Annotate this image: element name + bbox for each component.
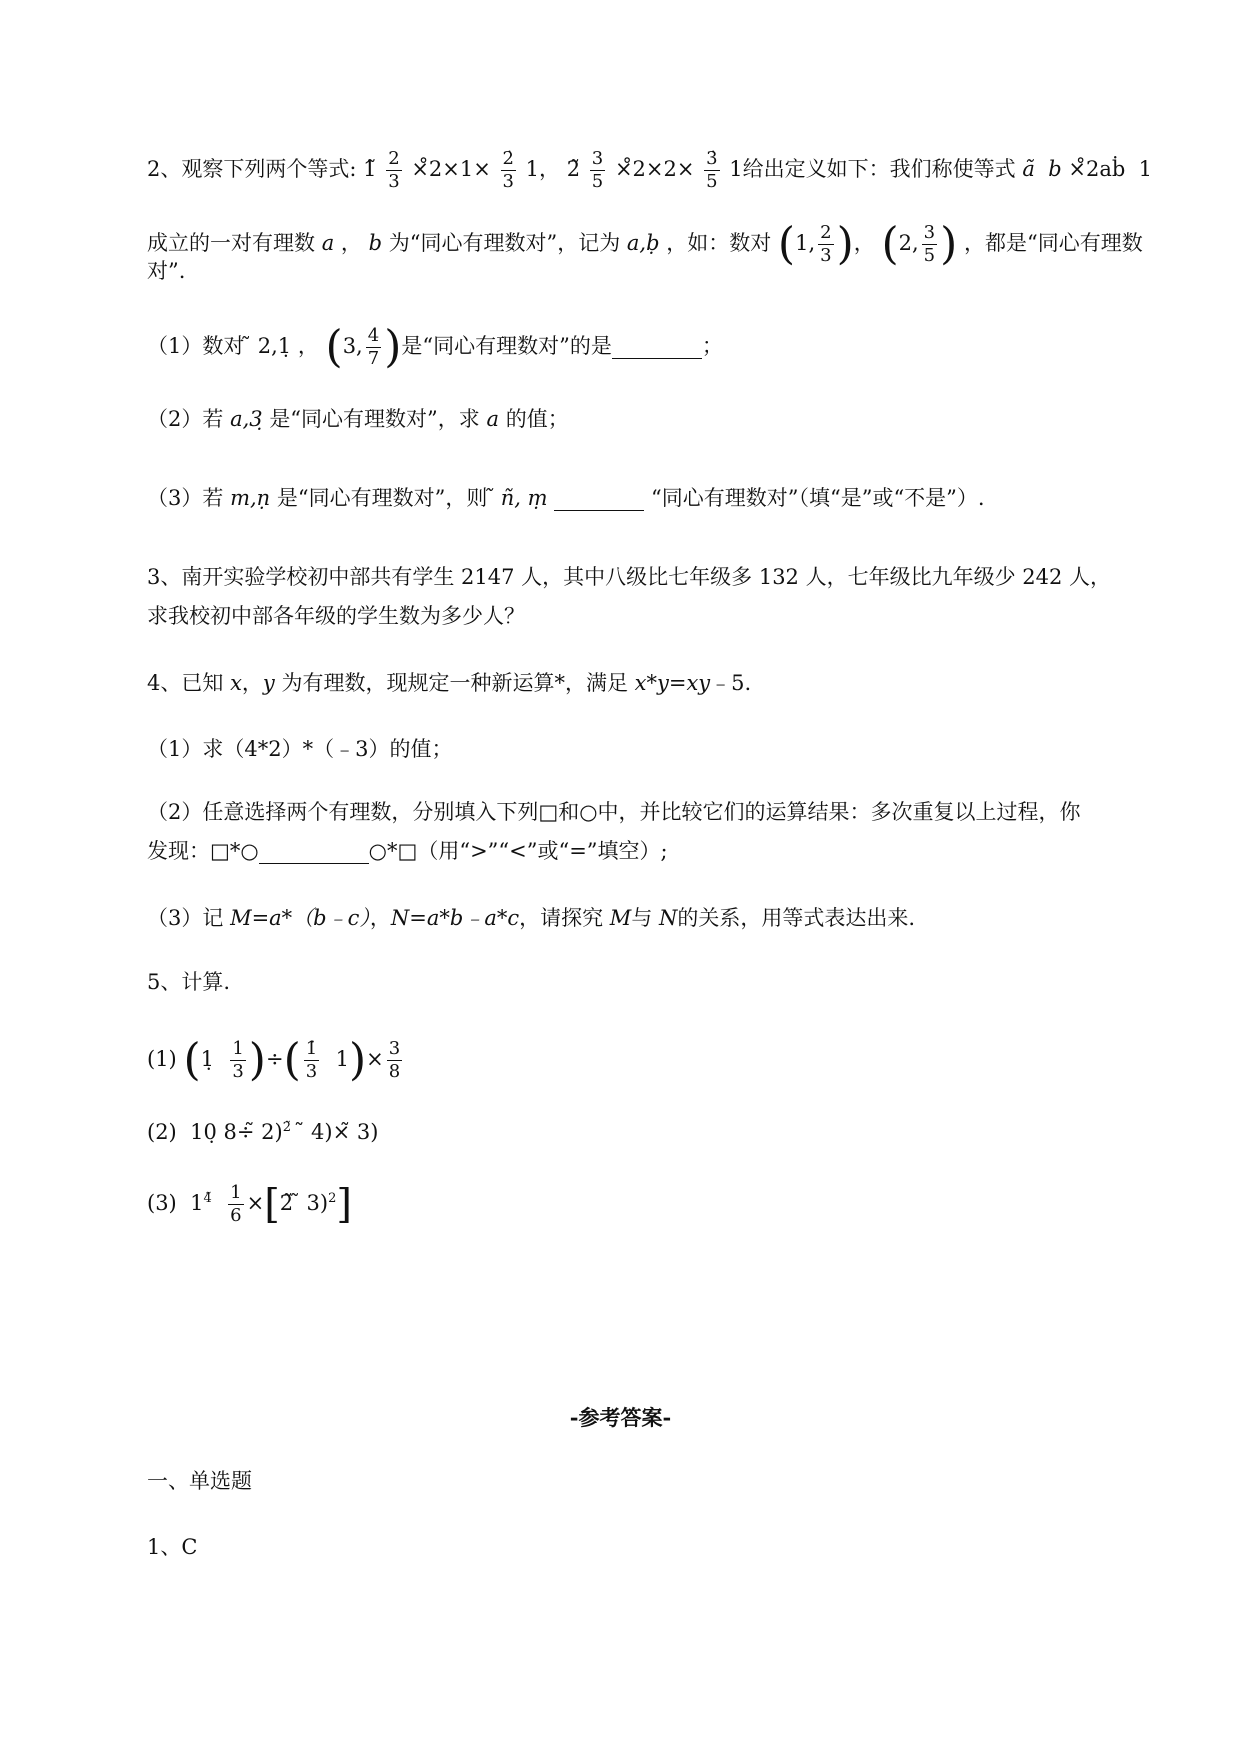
q4-p3-text: ， bbox=[369, 906, 391, 930]
q2-eq1-head: 1̃ bbox=[363, 157, 377, 181]
fraction bbox=[704, 148, 719, 193]
denominator: 5 bbox=[706, 171, 718, 192]
right-paren: ) bbox=[836, 218, 854, 270]
q2-text: ，都是“同心有理数 bbox=[963, 231, 1143, 255]
q5-title: 5、计算. bbox=[147, 970, 231, 994]
q2-part-3 bbox=[147, 483, 985, 513]
numerator: 2 bbox=[820, 222, 832, 243]
q2-text: 成立的一对有理数 bbox=[147, 231, 315, 255]
q2-def-a: ã bbox=[1022, 157, 1035, 181]
right-paren: ) bbox=[248, 1034, 266, 1086]
q2-p1-text: （1）数对 bbox=[147, 334, 245, 358]
pair-ab: a,ḅ bbox=[626, 231, 660, 255]
q2-text: ， bbox=[340, 231, 362, 255]
q2-text: 为“同心有理数对”，记为 bbox=[388, 231, 621, 255]
q5-e3-square: 2 bbox=[328, 1191, 337, 1206]
q5-e3-times: × bbox=[246, 1191, 265, 1215]
q2-line-1 bbox=[147, 148, 1152, 193]
q5-e1-one: 1 bbox=[335, 1047, 349, 1071]
q4-part-1: （1）求（4*2）*（﹣3）的值； bbox=[147, 737, 453, 761]
q2-text: ， bbox=[853, 231, 875, 255]
q4-part-3 bbox=[147, 903, 915, 933]
q4-p3-text: 与 bbox=[631, 906, 653, 930]
denominator: 3 bbox=[305, 1061, 318, 1082]
numerator: 1 bbox=[230, 1182, 242, 1203]
q2-p1-text: 是“同心有理数对”的是 bbox=[401, 334, 612, 358]
q2-p2-var: a bbox=[486, 407, 500, 431]
right-paren: ) bbox=[348, 1034, 367, 1086]
numerator: 3 bbox=[923, 222, 936, 243]
q2-p1-pair2-first: 3, bbox=[342, 334, 363, 358]
q2-part-1 bbox=[147, 321, 723, 373]
denominator: 8 bbox=[388, 1061, 401, 1082]
q4-text: ， bbox=[241, 671, 263, 695]
q2-eq1-tail: 1， bbox=[525, 157, 561, 181]
q5-e3-one: 1 bbox=[190, 1191, 204, 1215]
fraction bbox=[590, 148, 605, 193]
q2-p2-text: 是“同心有理数对”，求 bbox=[269, 407, 480, 431]
right-paren: ) bbox=[384, 321, 402, 373]
q5-expr-1 bbox=[147, 1034, 405, 1086]
fraction bbox=[304, 1038, 319, 1083]
q2-p2-text: （2）若 bbox=[147, 407, 224, 431]
answers-title: -参考答案- bbox=[569, 1405, 672, 1430]
pair2-first: 2, bbox=[898, 231, 919, 255]
numerator: 4 bbox=[367, 325, 380, 346]
q5-e3-sup: 4̃ bbox=[203, 1191, 212, 1206]
answers-section: 一、单选题 bbox=[147, 1469, 252, 1493]
numerator: 1 bbox=[232, 1038, 244, 1059]
var-x: x bbox=[230, 671, 242, 695]
q4-p2-text: ○*□（用“>”“<”或“=”填空）; bbox=[368, 839, 668, 863]
denominator: 7 bbox=[367, 348, 380, 369]
q2-eq2-head: 2̃ bbox=[566, 157, 581, 181]
q2-line-2 bbox=[147, 218, 1143, 270]
q5-e2-label: (2) bbox=[147, 1120, 177, 1144]
numerator: 3̇ bbox=[706, 148, 718, 169]
left-paren: ( bbox=[183, 1034, 201, 1086]
q4-p3-text: 的关系，用等式表达出来. bbox=[677, 906, 916, 930]
var-a: a bbox=[321, 231, 335, 255]
q4-p3-N: N=a*b﹣a*c bbox=[390, 906, 520, 930]
numerator: 2̇ bbox=[502, 148, 514, 169]
q4-text: 4、已知 bbox=[147, 671, 224, 695]
answer-blank[interactable] bbox=[554, 488, 644, 511]
q2-eq2-mid: ×̊2×2× bbox=[614, 157, 695, 181]
denominator: 5 bbox=[923, 245, 936, 266]
q4-line-1 bbox=[147, 668, 751, 698]
q2-p3-text: “同心有理数对”（填“是”或“不是”）. bbox=[651, 486, 985, 510]
q2-eq2-tail: 1给出定义如下：我们称使等式 bbox=[729, 157, 1016, 181]
fraction bbox=[228, 1182, 243, 1227]
q5-e1-times: × bbox=[366, 1047, 384, 1071]
fraction bbox=[230, 1038, 245, 1083]
numerator: 3 bbox=[388, 1038, 401, 1059]
q2-p2-pair: a,3̣ bbox=[230, 407, 263, 431]
q5-e2-tail: ̃ 4)×̃ 3) bbox=[304, 1120, 379, 1144]
left-paren: ( bbox=[777, 218, 796, 270]
denominator: 3 bbox=[232, 1061, 244, 1082]
fraction bbox=[501, 148, 516, 193]
q5-e3-inner: 2̃ ̃ 3) bbox=[279, 1191, 329, 1215]
q5-expr-2 bbox=[147, 1113, 378, 1147]
q2-p3-text: 是“同心有理数对”，则 bbox=[276, 486, 488, 510]
q4-p2-text: 发现：□*○ bbox=[147, 839, 259, 863]
q3-line-2: 求我校初中部各年级的学生数为多少人？ bbox=[147, 604, 525, 628]
q5-e1-one: 1̣ bbox=[200, 1047, 214, 1071]
q4-text: ﹣5. bbox=[710, 671, 752, 695]
left-paren: ( bbox=[325, 321, 343, 373]
denominator: 6 bbox=[230, 1205, 242, 1226]
q2-text: ，如：数对 bbox=[666, 231, 772, 255]
answer-1: 1、C bbox=[147, 1535, 198, 1559]
fraction bbox=[366, 325, 381, 370]
left-bracket: [ bbox=[264, 1181, 280, 1228]
q2-p2-text: 的值； bbox=[505, 407, 569, 431]
fraction bbox=[818, 222, 833, 267]
q2-p3-pair2: ̃ ñ, ṃ bbox=[494, 486, 548, 510]
denominator: 5 bbox=[591, 171, 604, 192]
q2-p3-pair: m,ṇ bbox=[230, 486, 271, 510]
q4-p3-text: （3）记 bbox=[147, 906, 224, 930]
q2-def-b: b bbox=[1048, 157, 1062, 181]
fraction bbox=[386, 148, 401, 193]
q3-line-1: 3、南开实验学校初中部共有学生 2147 人，其中八级比七年级多 132 人，七年级比九年级少 242 人， bbox=[147, 565, 1112, 589]
q4-p3-M: M=a*（b﹣c） bbox=[230, 906, 370, 930]
q4-p3-text: ，请探究 bbox=[519, 906, 604, 930]
left-paren: ( bbox=[881, 218, 899, 270]
q5-e1-div: ÷ bbox=[265, 1047, 284, 1071]
pair1-first: 1, bbox=[795, 231, 816, 255]
q2-def-rest: ×̊2aḃ bbox=[1068, 157, 1126, 181]
q5-e1-label: (1) bbox=[147, 1047, 177, 1071]
q4-formula: x*y=xy bbox=[634, 671, 711, 695]
q4-p3-M2: M bbox=[609, 906, 632, 930]
right-paren: ) bbox=[940, 218, 958, 270]
q5-expr-3 bbox=[147, 1182, 352, 1227]
q2-part-2 bbox=[147, 404, 569, 434]
q4-part-2-line-2 bbox=[147, 836, 668, 866]
q2-p1-pair1: ̃ 2,1̣ bbox=[251, 334, 292, 358]
q2-p3-text: （3）若 bbox=[147, 486, 224, 510]
q2-p1-text: ； bbox=[701, 334, 723, 358]
q4-p3-N2: N bbox=[659, 906, 678, 930]
q2-def-end: 1 bbox=[1138, 157, 1153, 181]
var-b: b bbox=[368, 231, 383, 255]
numerator: 1̇ bbox=[305, 1038, 318, 1059]
left-paren: ( bbox=[283, 1034, 301, 1086]
denominator: 3 bbox=[820, 245, 832, 266]
q5-e3-label: (3) bbox=[147, 1191, 177, 1215]
q5-e2-sup: 2̃ bbox=[282, 1120, 291, 1135]
denominator: 3 bbox=[502, 171, 514, 192]
answer-blank[interactable] bbox=[612, 336, 702, 359]
right-bracket: ] bbox=[336, 1181, 352, 1228]
answer-blank[interactable] bbox=[259, 841, 369, 864]
q2-line-3: 对”. bbox=[147, 259, 186, 283]
fraction bbox=[387, 1038, 402, 1083]
var-y: y bbox=[262, 671, 275, 695]
fraction bbox=[922, 222, 937, 267]
q4-part-2-line-1: （2）任意选择两个有理数，分别填入下列□和○中，并比较它们的运算结果：多次重复以上过程，你 bbox=[147, 800, 1081, 824]
q2-eq1-mid: ×̊2×1× bbox=[411, 157, 491, 181]
denominator: 3 bbox=[388, 171, 400, 192]
numerator: 3 bbox=[591, 148, 604, 169]
q4-text: 为有理数，现规定一种新运算*，满足 bbox=[281, 671, 628, 695]
q5-e2-body: 10̣ 8÷̃ 2) bbox=[190, 1120, 283, 1144]
q2-intro: 2、观察下列两个等式: bbox=[147, 157, 357, 181]
numerator: 2 bbox=[388, 148, 400, 169]
q2-p1-text: ， bbox=[297, 334, 319, 358]
